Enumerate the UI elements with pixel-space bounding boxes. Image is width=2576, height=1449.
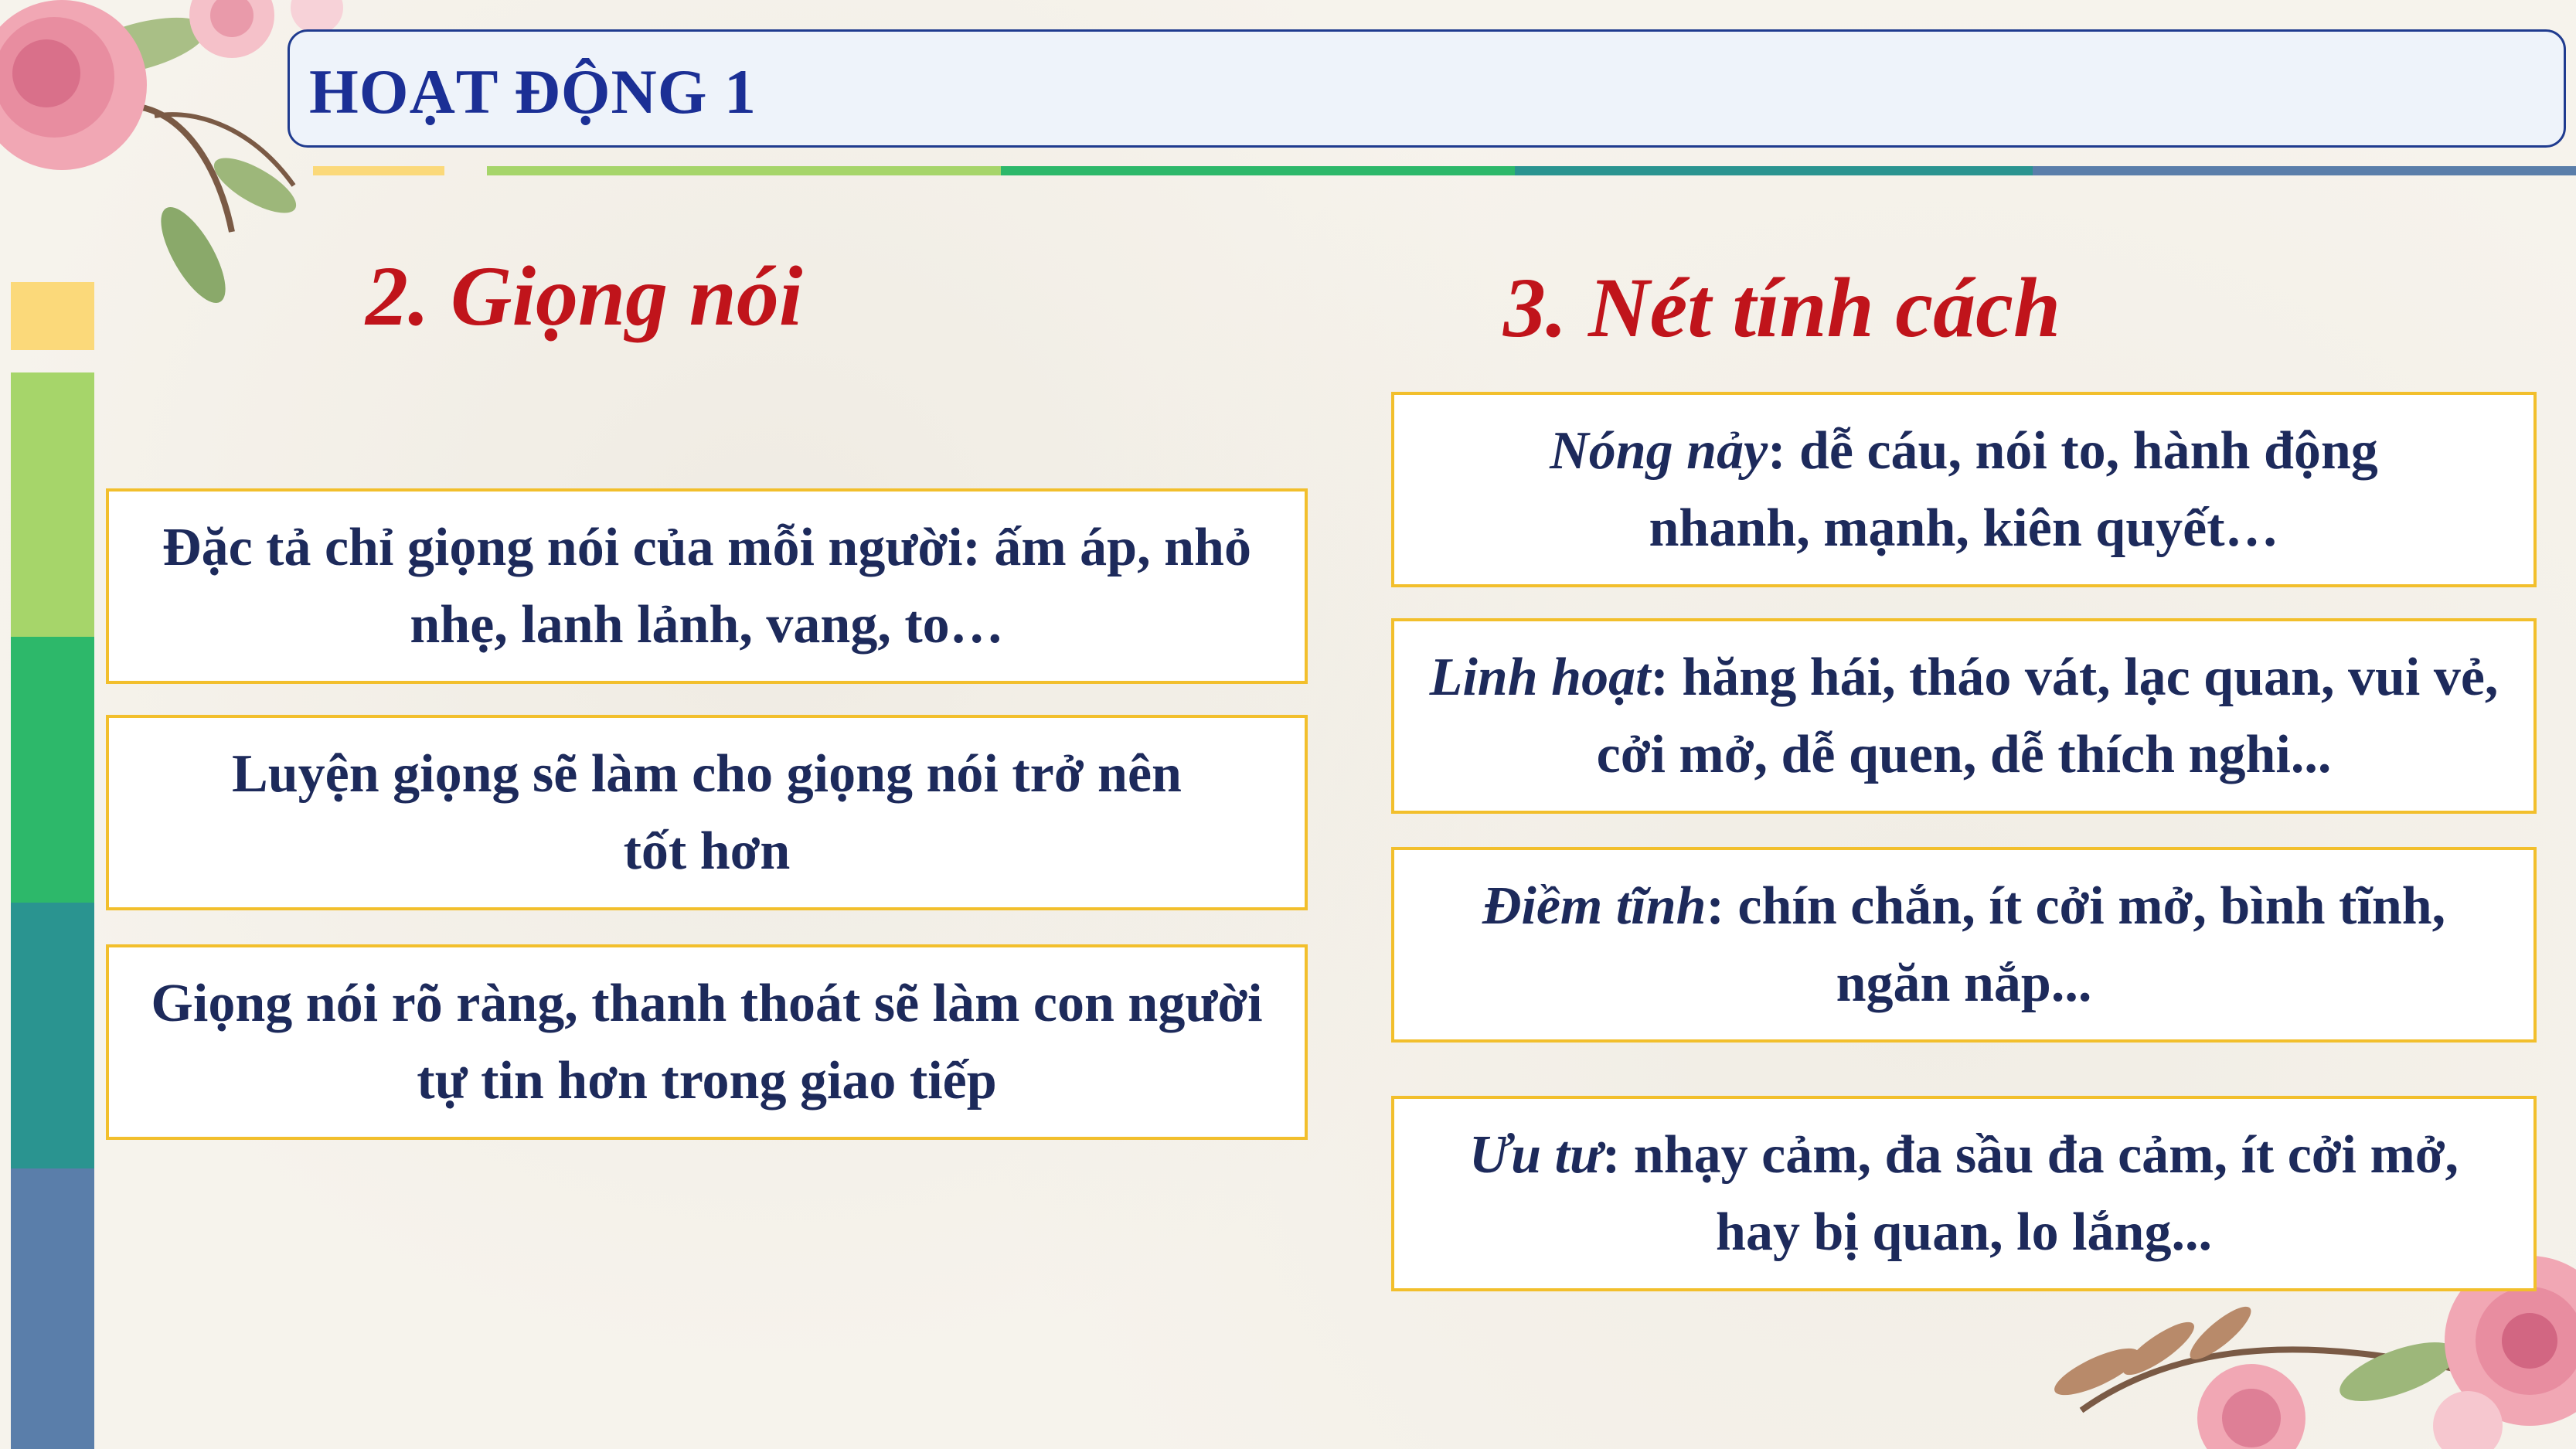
- temperament-card-4-content: [1433, 1117, 2495, 1271]
- voice-card-2-text: Luyện giọng sẽ làm cho giọng nói trở nên tốt hơn: [232, 743, 1182, 881]
- temperament-card-3: [1391, 847, 2537, 1043]
- temperament-card-2-desc: : hăng hái, tháo vát, lạc quan, vui vẻ, cởi mở, dễ quen, dễ thích nghi...: [1596, 647, 2499, 784]
- voice-card-1-text: Đặc tả chỉ giọng nói của mỗi người: ấm áp, nhỏ nhẹ, lanh lảnh, vang, to…: [162, 517, 1251, 655]
- divider-yellow: [313, 166, 444, 175]
- temperament-card-3-content: [1472, 868, 2456, 1022]
- temperament-card-4-desc: : nhạy cảm, đa sầu đa cảm, ít cởi mở, hay bị quan, lo lắng...: [1601, 1124, 2459, 1262]
- voice-card-1: [106, 488, 1308, 684]
- divider-lightgreen: [487, 166, 1001, 175]
- divider-teal: [1515, 166, 2033, 175]
- slide-title: HOẠT ĐỘNG 1: [309, 56, 757, 127]
- temperament-card-3-term: Điềm tĩnh: [1482, 876, 1707, 936]
- heading-net-tinh-cach: 3. Nét tính cách: [1503, 260, 2061, 355]
- accent-strip-green: [11, 637, 94, 903]
- heading-giong-noi: 2. Giọng nói: [366, 249, 803, 343]
- accent-strip-lightgreen: [11, 372, 94, 637]
- temperament-card-1-term: Nóng nảy: [1550, 420, 1768, 481]
- voice-card-2: [106, 715, 1308, 910]
- temperament-card-1-desc: : dễ cáu, nói to, hành động nhanh, mạnh, kiên quyết…: [1649, 420, 2378, 558]
- accent-strip-teal: [11, 903, 94, 1168]
- temperament-card-1: [1391, 392, 2537, 587]
- temperament-card-2: [1391, 618, 2537, 814]
- temperament-card-2-content: [1413, 639, 2515, 794]
- accent-strip-blue: [11, 1168, 94, 1449]
- temperament-card-1-content: [1479, 413, 2448, 567]
- voice-card-3-text: Giọng nói rõ ràng, thanh thoát sẽ làm con người tự tin hơn trong giao tiếp: [151, 973, 1263, 1111]
- divider-green: [1001, 166, 1515, 175]
- temperament-card-4-term: Ưu tư: [1468, 1124, 1602, 1185]
- temperament-card-2-term: Linh hoạt: [1429, 647, 1651, 707]
- temperament-card-4: [1391, 1096, 2537, 1291]
- voice-card-3: [106, 944, 1308, 1140]
- divider-blue: [2033, 166, 2576, 175]
- temperament-card-3-desc: : chín chắn, ít cởi mở, bình tĩnh, ngăn nắp...: [1706, 876, 2446, 1013]
